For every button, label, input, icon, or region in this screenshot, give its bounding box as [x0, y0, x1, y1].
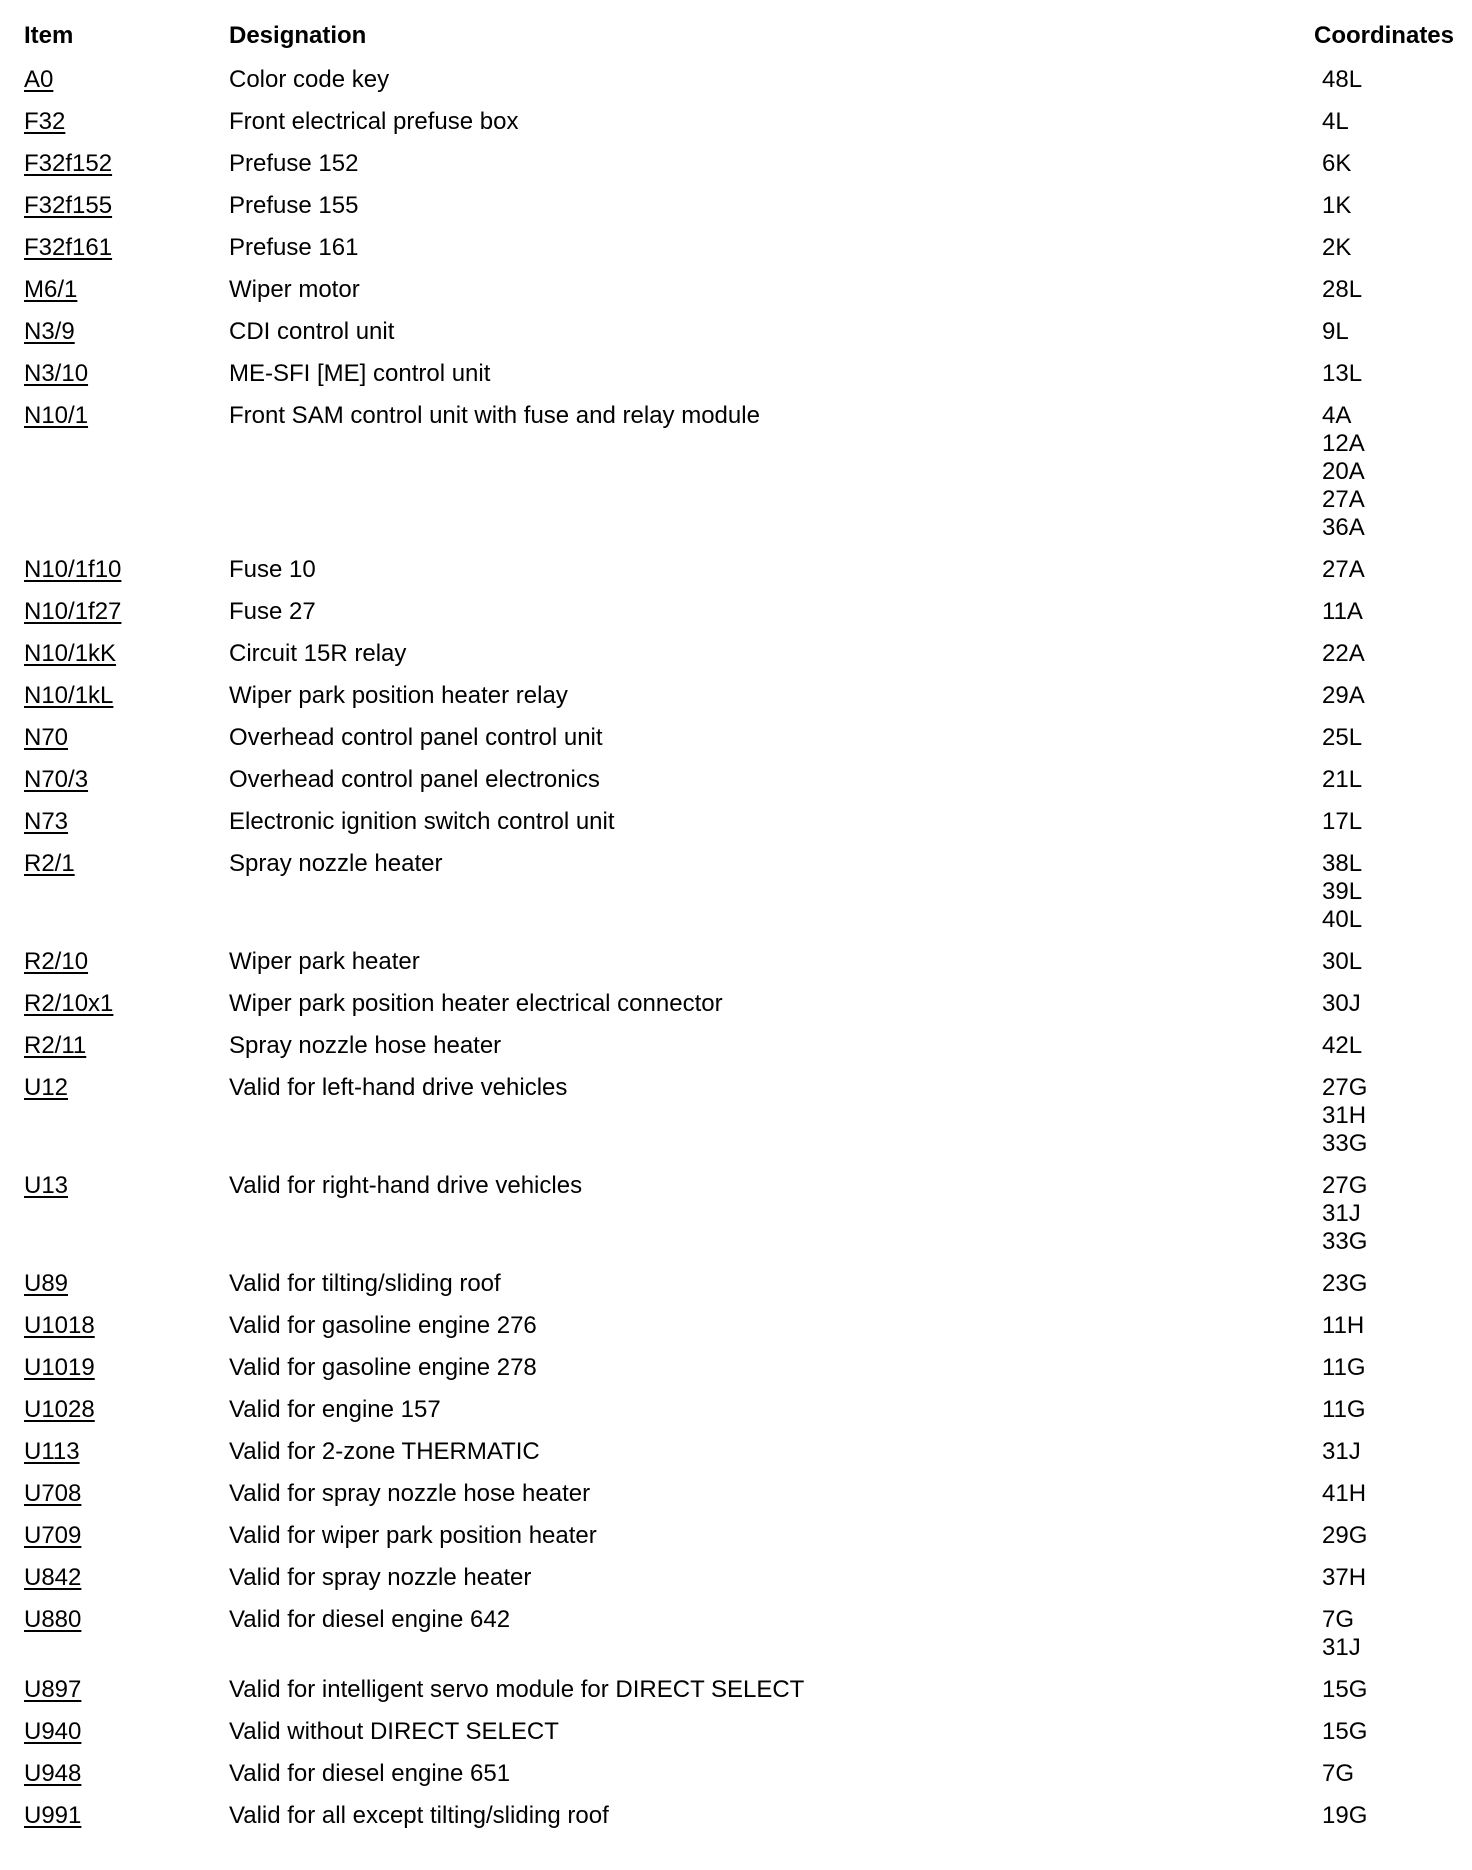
coordinates-cell	[1294, 808, 1454, 836]
item-link[interactable]: U897	[24, 1676, 82, 1703]
table-row	[24, 808, 1454, 850]
coordinate-value: 15G	[1322, 1676, 1368, 1703]
item-cell	[24, 556, 229, 584]
designation-cell: Valid for all except tilting/sliding roof	[229, 1802, 609, 1829]
coordinate-value: 30L	[1322, 948, 1363, 975]
designation-cell: Prefuse 155	[229, 192, 359, 219]
table-row	[24, 1718, 1454, 1760]
coordinates-cell	[1294, 1802, 1454, 1830]
item-link[interactable]: U842	[24, 1564, 82, 1591]
designation-cell: Valid for intelligent servo module for DIRECT SELECT	[229, 1676, 805, 1703]
header-item: Item	[24, 22, 74, 49]
item-cell	[24, 1564, 229, 1592]
coordinates-cell	[1294, 1032, 1454, 1060]
item-cell	[24, 682, 229, 710]
item-cell	[24, 276, 229, 304]
coordinate-value: 11H	[1322, 1312, 1365, 1339]
item-link[interactable]: N10/1f27	[24, 598, 122, 625]
table-row	[24, 66, 1454, 108]
designation-cell: Valid for diesel engine 642	[229, 1606, 511, 1633]
table-row	[24, 1438, 1454, 1480]
coordinate-value: 25L	[1322, 724, 1363, 751]
item-cell	[24, 1270, 229, 1298]
item-cell	[24, 1760, 229, 1788]
item-cell	[24, 598, 229, 626]
coordinates-cell	[1294, 1438, 1454, 1466]
table-row	[24, 150, 1454, 192]
table-row	[24, 1312, 1454, 1354]
item-link[interactable]: N73	[24, 808, 69, 835]
table-row	[24, 1270, 1454, 1312]
coordinate-value: 17L	[1322, 808, 1363, 835]
coordinates-cell	[1294, 1564, 1454, 1592]
item-cell	[24, 1606, 229, 1634]
coordinates-cell	[1294, 1522, 1454, 1550]
table-row	[24, 1522, 1454, 1564]
item-link[interactable]: U12	[24, 1074, 69, 1101]
coordinates-cell	[1294, 192, 1454, 220]
table-body	[24, 66, 1454, 1844]
coordinates-cell	[1294, 276, 1454, 304]
item-cell	[24, 1172, 229, 1200]
coordinates-cell	[1294, 1480, 1454, 1508]
table-row	[24, 192, 1454, 234]
component-legend-table	[24, 22, 1454, 1844]
item-link[interactable]: F32	[24, 108, 66, 135]
coordinate-value: 48L	[1322, 66, 1363, 93]
designation-cell: Front SAM control unit with fuse and relay module	[229, 402, 760, 429]
item-cell	[24, 1354, 229, 1382]
item-link[interactable]: N70	[24, 724, 69, 751]
coordinate-value: 12A	[1322, 430, 1365, 457]
item-cell	[24, 1522, 229, 1550]
coordinate-value: 2K	[1322, 234, 1352, 261]
designation-cell: Overhead control panel electronics	[229, 766, 600, 793]
coordinates-cell	[1294, 682, 1454, 710]
coordinate-value: 6K	[1322, 150, 1352, 177]
designation-cell: Spray nozzle hose heater	[229, 1032, 502, 1059]
coordinate-value: 1K	[1322, 192, 1352, 219]
item-link[interactable]: F32f155	[24, 192, 113, 219]
item-link[interactable]: U940	[24, 1718, 82, 1745]
designation-cell: Valid for engine 157	[229, 1396, 441, 1423]
designation-cell: Prefuse 152	[229, 150, 359, 177]
designation-cell: Valid for left-hand drive vehicles	[229, 1074, 568, 1101]
table-row	[24, 318, 1454, 360]
coordinates-cell	[1294, 850, 1454, 934]
table-row	[24, 1676, 1454, 1718]
item-link[interactable]: N10/1	[24, 402, 89, 429]
coordinate-value: 20A	[1322, 458, 1365, 485]
coordinate-value: 31J	[1322, 1438, 1361, 1465]
coordinate-value: 40L	[1322, 906, 1363, 933]
table-row	[24, 948, 1454, 990]
table-row	[24, 1564, 1454, 1606]
coordinates-cell	[1294, 1676, 1454, 1704]
item-link[interactable]: F32f152	[24, 150, 113, 177]
item-cell	[24, 360, 229, 388]
item-cell	[24, 990, 229, 1018]
coordinate-value: 29A	[1322, 682, 1365, 709]
designation-cell: Valid for diesel engine 651	[229, 1760, 511, 1787]
coordinate-value: 31J	[1322, 1634, 1361, 1661]
item-cell	[24, 1718, 229, 1746]
coordinates-cell	[1294, 402, 1454, 542]
coordinate-value: 22A	[1322, 640, 1365, 667]
designation-cell: Prefuse 161	[229, 234, 359, 261]
designation-cell: Valid for 2-zone THERMATIC	[229, 1438, 540, 1465]
item-link[interactable]: U1019	[24, 1354, 95, 1381]
designation-cell: Spray nozzle heater	[229, 850, 443, 877]
table-row	[24, 1802, 1454, 1844]
item-cell	[24, 1438, 229, 1466]
item-cell	[24, 808, 229, 836]
item-link[interactable]: N10/1f10	[24, 556, 122, 583]
table-row	[24, 598, 1454, 640]
coordinates-cell	[1294, 990, 1454, 1018]
item-cell	[24, 234, 229, 262]
item-cell	[24, 1802, 229, 1830]
coordinates-cell	[1294, 1074, 1454, 1158]
table-row	[24, 276, 1454, 318]
coordinate-value: 7G	[1322, 1760, 1355, 1787]
coordinate-value: 27A	[1322, 556, 1365, 583]
coordinate-value: 15G	[1322, 1718, 1368, 1745]
item-link[interactable]: R2/10	[24, 948, 89, 975]
item-cell	[24, 66, 229, 94]
coordinates-cell	[1294, 234, 1454, 262]
table-row	[24, 402, 1454, 556]
designation-cell: Valid for gasoline engine 276	[229, 1312, 537, 1339]
coordinates-cell	[1294, 150, 1454, 178]
designation-cell: CDI control unit	[229, 318, 395, 345]
coordinate-value: 27G	[1322, 1172, 1368, 1199]
coordinates-cell	[1294, 556, 1454, 584]
item-cell	[24, 402, 229, 430]
table-row	[24, 850, 1454, 948]
coordinate-value: 31H	[1322, 1102, 1367, 1129]
table-row	[24, 360, 1454, 402]
item-link[interactable]: N70/3	[24, 766, 89, 793]
table-header	[24, 22, 1454, 66]
designation-cell: Wiper park heater	[229, 948, 420, 975]
coordinates-cell	[1294, 1718, 1454, 1746]
coordinates-cell	[1294, 1354, 1454, 1382]
coordinate-value: 41H	[1322, 1480, 1367, 1507]
table-row	[24, 1074, 1454, 1172]
item-link[interactable]: U89	[24, 1270, 69, 1297]
item-link[interactable]: N10/1kL	[24, 682, 114, 709]
table-row	[24, 640, 1454, 682]
coordinates-cell	[1294, 1396, 1454, 1424]
designation-cell: Front electrical prefuse box	[229, 108, 519, 135]
item-link[interactable]: U708	[24, 1480, 82, 1507]
coordinate-value: 23G	[1322, 1270, 1368, 1297]
item-link[interactable]: U13	[24, 1172, 69, 1199]
item-link[interactable]: R2/1	[24, 850, 75, 877]
item-cell	[24, 1676, 229, 1704]
designation-cell: Wiper park position heater electrical connector	[229, 990, 723, 1017]
coordinate-value: 4L	[1322, 108, 1349, 135]
coordinates-cell	[1294, 766, 1454, 794]
table-row	[24, 1760, 1454, 1802]
coordinates-cell	[1294, 108, 1454, 136]
item-cell	[24, 766, 229, 794]
coordinate-value: 39L	[1322, 878, 1363, 905]
designation-cell: Fuse 10	[229, 556, 316, 583]
item-cell	[24, 150, 229, 178]
designation-cell: Valid for wiper park position heater	[229, 1522, 597, 1549]
designation-cell: Valid for spray nozzle heater	[229, 1564, 532, 1591]
item-cell	[24, 108, 229, 136]
item-link[interactable]: U948	[24, 1760, 82, 1787]
coordinate-value: 31J	[1322, 1200, 1361, 1227]
item-cell	[24, 1312, 229, 1340]
coordinate-value: 33G	[1322, 1130, 1368, 1157]
coordinate-value: 11G	[1322, 1354, 1366, 1381]
table-row	[24, 1396, 1454, 1438]
item-cell	[24, 192, 229, 220]
coordinates-cell	[1294, 1760, 1454, 1788]
coordinate-value: 28L	[1322, 276, 1363, 303]
header-coordinates: Coordinates	[1313, 22, 1454, 49]
item-link[interactable]: R2/10x1	[24, 990, 114, 1017]
item-cell	[24, 1396, 229, 1424]
item-cell	[24, 948, 229, 976]
coordinates-cell	[1294, 360, 1454, 388]
item-link[interactable]: U880	[24, 1606, 82, 1633]
designation-cell: Fuse 27	[229, 598, 316, 625]
coordinates-cell	[1294, 724, 1454, 752]
item-cell	[24, 724, 229, 752]
item-cell	[24, 1032, 229, 1060]
item-link[interactable]: U991	[24, 1802, 82, 1829]
table-row	[24, 1354, 1454, 1396]
coordinate-value: 11A	[1322, 598, 1363, 625]
header-designation: Designation	[229, 22, 367, 49]
item-link[interactable]: U1028	[24, 1396, 95, 1423]
item-link[interactable]: U1018	[24, 1312, 95, 1339]
designation-cell: Valid without DIRECT SELECT	[229, 1718, 559, 1745]
item-link[interactable]: M6/1	[24, 276, 78, 303]
item-link[interactable]: F32f161	[24, 234, 113, 261]
coordinates-cell	[1294, 1606, 1454, 1662]
coordinate-value: 13L	[1322, 360, 1363, 387]
coordinate-value: 9L	[1322, 318, 1349, 345]
coordinate-value: 19G	[1322, 1802, 1368, 1829]
coordinate-value: 21L	[1322, 766, 1363, 793]
coordinates-cell	[1294, 1172, 1454, 1256]
coordinate-value: 29G	[1322, 1522, 1368, 1549]
table-row	[24, 1480, 1454, 1522]
coordinate-value: 33G	[1322, 1228, 1368, 1255]
coordinate-value: 27G	[1322, 1074, 1368, 1101]
coordinates-cell	[1294, 1270, 1454, 1298]
table-row	[24, 108, 1454, 150]
coordinate-value: 37H	[1322, 1564, 1367, 1591]
item-link[interactable]: N10/1kK	[24, 640, 117, 667]
table-row	[24, 1606, 1454, 1676]
item-link[interactable]: N3/10	[24, 360, 89, 387]
coordinates-cell	[1294, 318, 1454, 346]
item-cell	[24, 1074, 229, 1102]
table-row	[24, 556, 1454, 598]
coordinate-value: 42L	[1322, 1032, 1363, 1059]
coordinate-value: 11G	[1322, 1396, 1366, 1423]
designation-cell: Valid for tilting/sliding roof	[229, 1270, 501, 1297]
coordinate-value: 36A	[1322, 514, 1365, 541]
designation-cell: Circuit 15R relay	[229, 640, 407, 667]
coordinates-cell	[1294, 66, 1454, 94]
table-row	[24, 1172, 1454, 1270]
designation-cell: ME-SFI [ME] control unit	[229, 360, 491, 387]
item-link[interactable]: R2/11	[24, 1032, 87, 1059]
table-row	[24, 724, 1454, 766]
item-link[interactable]: N3/9	[24, 318, 75, 345]
designation-cell: Valid for spray nozzle hose heater	[229, 1480, 591, 1507]
table-row	[24, 682, 1454, 724]
designation-cell: Wiper park position heater relay	[229, 682, 568, 709]
coordinate-value: 30J	[1322, 990, 1361, 1017]
item-cell	[24, 640, 229, 668]
coordinates-cell	[1294, 598, 1454, 626]
coordinates-cell	[1294, 1312, 1454, 1340]
coordinates-cell	[1294, 640, 1454, 668]
coordinate-value: 7G	[1322, 1606, 1355, 1633]
item-cell	[24, 850, 229, 878]
item-link[interactable]: A0	[24, 66, 54, 93]
table-row	[24, 234, 1454, 276]
coordinate-value: 27A	[1322, 486, 1365, 513]
designation-cell: Electronic ignition switch control unit	[229, 808, 615, 835]
designation-cell: Valid for right-hand drive vehicles	[229, 1172, 583, 1199]
designation-cell: Wiper motor	[229, 276, 360, 303]
item-link[interactable]: U709	[24, 1522, 82, 1549]
table-row	[24, 1032, 1454, 1074]
coordinates-cell	[1294, 948, 1454, 976]
coordinate-value: 38L	[1322, 850, 1363, 877]
item-cell	[24, 318, 229, 346]
table-row	[24, 766, 1454, 808]
designation-cell: Color code key	[229, 66, 390, 93]
item-link[interactable]: U113	[24, 1438, 80, 1465]
designation-cell: Valid for gasoline engine 278	[229, 1354, 537, 1381]
designation-cell: Overhead control panel control unit	[229, 724, 603, 751]
item-cell	[24, 1480, 229, 1508]
coordinate-value: 4A	[1322, 402, 1352, 429]
table-row	[24, 990, 1454, 1032]
